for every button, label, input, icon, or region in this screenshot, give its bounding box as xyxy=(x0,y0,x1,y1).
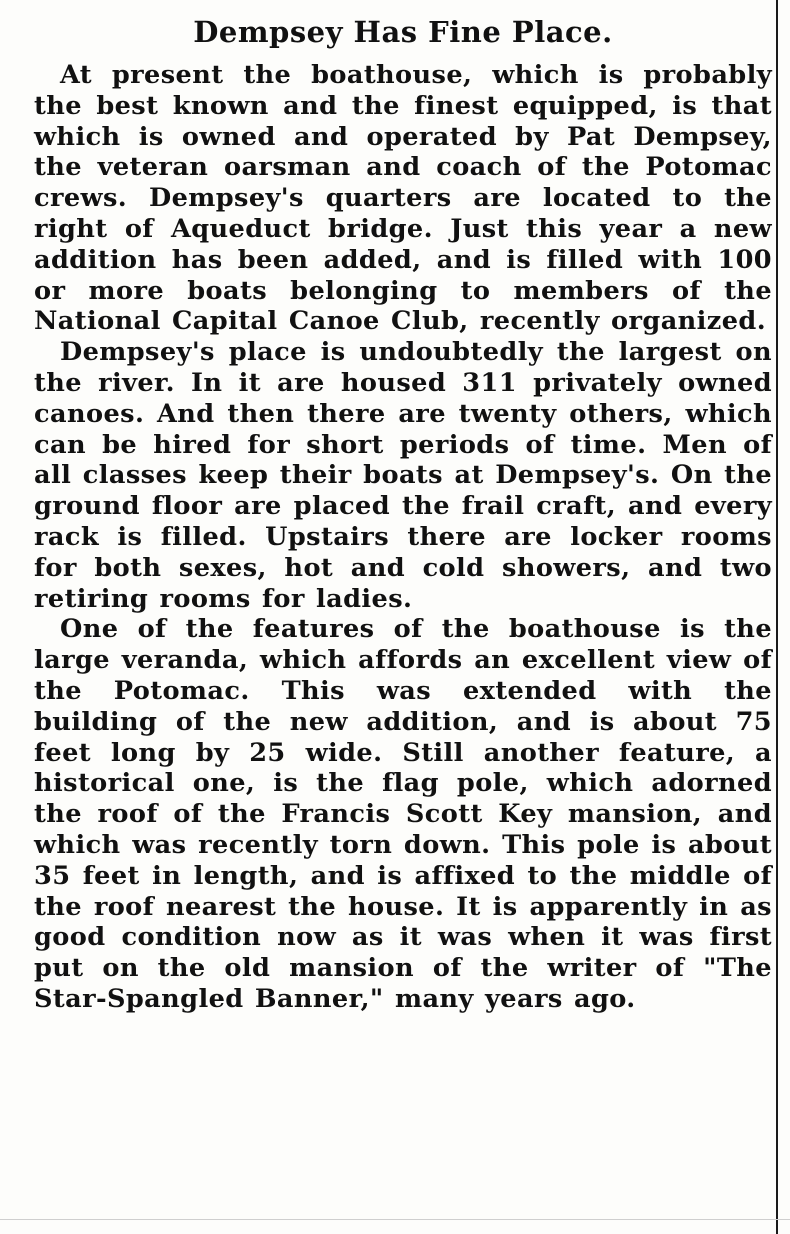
article xyxy=(34,6,772,1015)
article-headline: Dempsey Has Fine Place. xyxy=(193,15,613,49)
article-paragraph-1: At present the boathouse, which is probably the best known and the finest equipped, is that which is owned and operated by Pat Dempsey, the veteran oarsman and coach of the Potomac crews. Dempsey's quarters are located to the right of Aqueduct bridge. Just this year a new addition has been added, and is filled with 100 or more boats belonging to members of the National Capital Canoe Club, recently organized. xyxy=(34,60,772,337)
clipping-bottom-edge xyxy=(0,1219,790,1220)
article-paragraph-3: One of the features of the boathouse is the large veranda, which affords an excellent view of the Potomac. This was extended with the building of the new addition, and is about 75 feet long by 25 wide. Still another feature, a historical one, is the flag pole, which adorned the roof of the Francis Scott Key mansion, and which was recently torn down. This pole is about 35 feet in length, and is affixed to the middle of the roof nearest the house. It is apparently in as good condition now as it was when it was first put on the old mansion of the writer of "The Star-Spangled Banner," many years ago. xyxy=(34,614,772,1014)
column-rule xyxy=(776,0,778,1234)
article-paragraph-2: Dempsey's place is undoubtedly the largest on the river. In it are housed 311 privately owned canoes. And then there are twenty others, which can be hired for short periods of time. Men of all classes keep their boats at Dempsey's. On the ground floor are placed the frail craft, and every rack is filled. Upstairs there are locker rooms for both sexes, hot and cold showers, and two retiring rooms for ladies. xyxy=(34,337,772,614)
